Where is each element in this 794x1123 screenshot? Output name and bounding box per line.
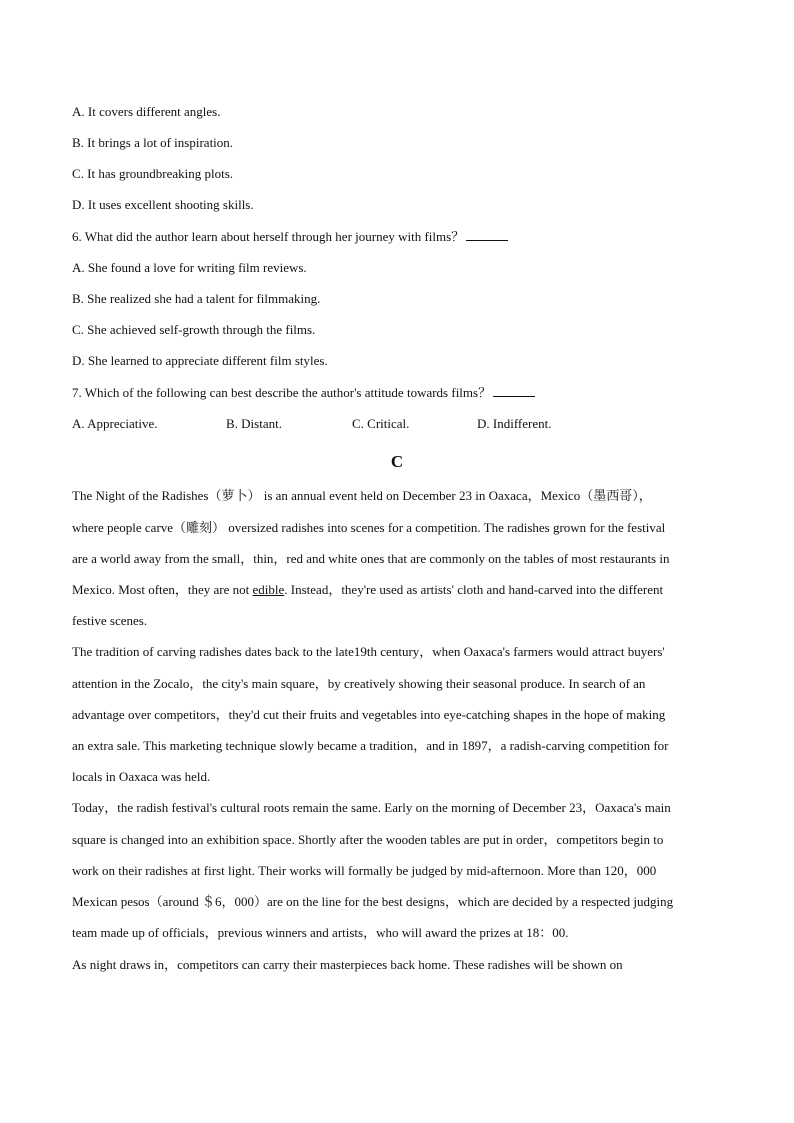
q6-answer-blank — [466, 228, 508, 241]
q7-stem: 7. Which of the following can best describe the author's attitude towards films？ — [72, 385, 492, 400]
passage-line-16: As night draws in，competitors can carry their masterpieces back home. These radishes will be shown on — [72, 957, 623, 972]
q6-option-d: D. She learned to appreciate different film styles. — [72, 353, 328, 368]
q6-stem: 6. What did the author learn about herself through her journey with films？ — [72, 229, 465, 244]
passage-line-13: work on their radishes at first light. Their works will formally be judged by mid-afternoon. More than 120，000 — [72, 863, 657, 878]
passage-line-9: an extra sale. This marketing technique slowly became a tradition，and in 1897，a radish-carving competition for — [72, 738, 669, 753]
passage-line-10: locals in Oaxaca was held. — [72, 769, 211, 784]
q6-option-b: B. She realized she had a talent for filmmaking. — [72, 291, 321, 306]
passage-line-15: team made up of officials，previous winners and artists，who will award the prizes at 18：00. — [72, 925, 569, 940]
q7-option-d: D. Indifferent. — [477, 416, 552, 431]
passage-line-11: Today，the radish festival's cultural roots remain the same. Early on the morning of December 23，Oaxaca's main — [72, 800, 671, 815]
q6-option-c: C. She achieved self-growth through the films. — [72, 322, 316, 337]
passage-line-7: attention in the Zocalo，the city's main square，by creatively showing their seasonal produce. In search of an — [72, 676, 646, 691]
q6-stem-line — [72, 228, 508, 245]
passage-line-14: Mexican pesos（around ＄6，000）are on the line for the best designs，which are decided by a respected judging — [72, 894, 674, 909]
passage-line-4-end: . Instead，they're used as artists' cloth and hand-carved into the different — [284, 582, 664, 597]
passage-line-6: The tradition of carving radishes dates back to the late19th century，when Oaxaca's farmers would attract buyers' — [72, 644, 665, 659]
passage-line-5: festive scenes. — [72, 613, 148, 628]
underlined-word: edible — [252, 582, 285, 597]
passage-line-3: are a world away from the small，thin，red and white ones that are commonly on the tables of most restaurants in — [72, 551, 670, 566]
passage-line-4-start: Mexico. Most often，they are not — [72, 582, 253, 597]
passage-line-8: advantage over competitors，they'd cut their fruits and vegetables into eye-catching shapes in the hope of making — [72, 707, 666, 722]
passage-title: C — [390, 452, 404, 471]
q7-options-row — [72, 416, 722, 432]
passage-line-1: The Night of the Radishes（萝卜） is an annual event held on December 23 in Oaxaca，Mexico（墨西哥）， — [72, 488, 652, 503]
passage-line-4 — [72, 582, 663, 598]
q5-option-b: B. It brings a lot of inspiration. — [72, 135, 234, 150]
q5-option-a: A. It covers different angles. — [72, 104, 221, 119]
q6-option-a: A. She found a love for writing film reviews. — [72, 260, 307, 275]
q5-option-d: D. It uses excellent shooting skills. — [72, 197, 254, 212]
q7-answer-blank — [493, 384, 535, 397]
q7-stem-line — [72, 384, 535, 401]
q7-option-c: C. Critical. — [352, 416, 410, 431]
q7-option-b: B. Distant. — [226, 416, 282, 431]
q5-option-c: C. It has groundbreaking plots. — [72, 166, 234, 181]
q7-option-a: A. Appreciative. — [72, 416, 158, 431]
passage-line-2: where people carve（雕刻） oversized radishes into scenes for a competition. The radishes grown for the festival — [72, 520, 666, 535]
passage-line-12: square is changed into an exhibition space. Shortly after the wooden tables are put in order，competitors begin to — [72, 832, 664, 847]
